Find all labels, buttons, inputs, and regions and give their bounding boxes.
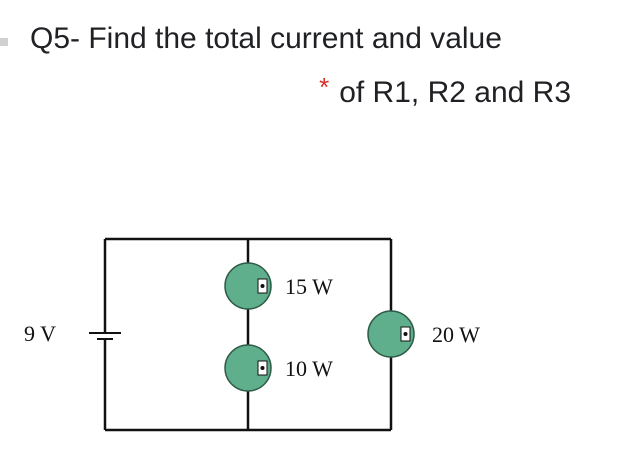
source-label: 9 V [24, 321, 56, 346]
required-star: * [319, 72, 330, 102]
question-line-2-text: of R1, R2 and R3 [339, 76, 571, 109]
lamp-label-10w: 10 W [285, 356, 333, 381]
lamp-label-20w: 20 W [432, 322, 480, 347]
lamp-20w [368, 311, 414, 357]
lamp-10w [225, 345, 271, 391]
lamp-15w [225, 263, 271, 309]
battery-symbol [89, 323, 121, 345]
lamp-label-15w: 15 W [285, 274, 333, 299]
question-line-1: Q5- Find the total current and value [30, 22, 502, 55]
